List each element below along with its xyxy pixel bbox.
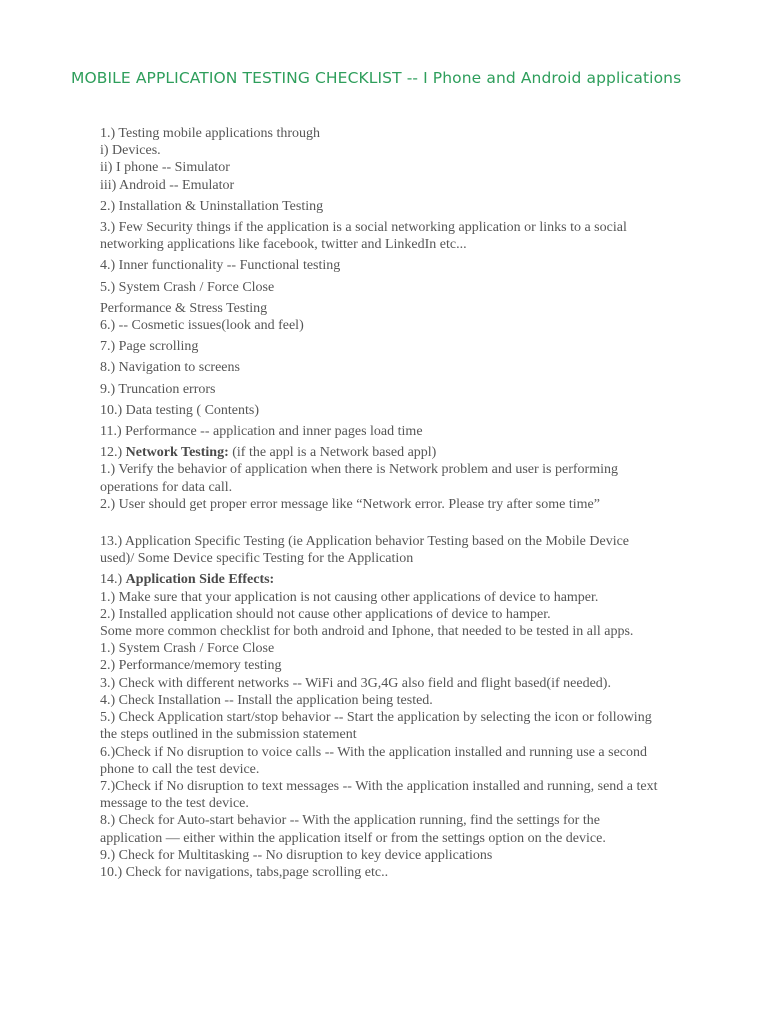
document-title: MOBILE APPLICATION TESTING CHECKLIST -- I Phone and Android applications (71, 69, 682, 87)
checklist-line: Performance & Stress Testing (100, 300, 268, 316)
checklist-line: 1.) Testing mobile applications through (100, 126, 321, 141)
checklist-line: 4.) Check Installation -- Install the application being tested. (100, 692, 433, 708)
bold-label: Network Testing: (125, 445, 229, 461)
checklist-line: 13.) Application Specific Testing (ie Application behavior Testing based on the Mobile Device used)/ Some Device specific Testing for the Application (100, 534, 630, 567)
checklist-line: 8.) Navigation to screens (100, 360, 240, 376)
checklist-line: 9.) Check for Multitasking -- No disruption to key device applications (100, 847, 493, 863)
checklist-line: 3.) Few Security things if the application is a social networking application or links to a social networking applications like facebook, twitter and LinkedIn etc... (100, 220, 627, 253)
checklist-line: 4.) Inner functionality -- Functional testing (100, 258, 341, 274)
network-testing-heading: 12.) Network Testing: (if the appl is a Network based appl) (100, 445, 437, 461)
checklist-line: 2.) User should get proper error message like “Network error. Please try after some time” (100, 496, 600, 512)
checklist-line: 7.) Page scrolling (100, 339, 199, 355)
checklist-line: 1.) Make sure that your application is not causing other applications of device to hamper. (100, 589, 599, 605)
checklist-line: 3.) Check with different networks -- WiFi and 3G,4G also field and flight based(if needed). (100, 675, 611, 691)
checklist-line: 9.) Truncation errors (100, 381, 216, 397)
checklist-line: 2.) Installation & Uninstallation Testing (100, 198, 324, 214)
checklist-line: 8.) Check for Auto-start behavior -- With the application running, find the settings for the application — either within the application itself or from the settings option on the device. (100, 813, 606, 846)
checklist-line: 5.) Check Application start/stop behavior -- Start the application by selecting the icon or following the steps outlined in the submission statement (100, 710, 652, 743)
bold-label: Application Side Effects: (125, 572, 275, 588)
checklist-line: 1.) System Crash / Force Close (100, 641, 275, 657)
checklist-line: 5.) System Crash / Force Close (100, 279, 275, 295)
checklist-line: 11.) Performance -- application and inner pages load time (100, 424, 423, 440)
checklist-line: 2.) Performance/memory testing (100, 658, 282, 674)
checklist-line: ii) I phone -- Simulator (100, 160, 230, 176)
checklist-line: i) Devices. (100, 143, 161, 159)
checklist-body (100, 125, 660, 881)
checklist-line: 2.) Installed application should not cause other applications of device to hamper. (100, 606, 551, 622)
checklist-line: Some more common checklist for both android and Iphone, that needed to be tested in all apps. (100, 624, 634, 640)
checklist-line: 10.) Check for navigations, tabs,page scrolling etc.. (100, 864, 389, 880)
checklist-line: 6.)Check if No disruption to voice calls -- With the application installed and running use a second phone to call the test device. (100, 744, 647, 777)
checklist-line: 6.) -- Cosmetic issues(look and feel) (100, 318, 304, 334)
checklist-line: 7.)Check if No disruption to text messages -- With the application installed and running, send a text message to the test device. (100, 778, 658, 812)
side-effects-heading: 14.) Application Side Effects: (100, 572, 275, 588)
checklist-line: 10.) Data testing ( Contents) (100, 402, 260, 418)
checklist-line: 1.) Verify the behavior of application when there is Network problem and user is performing operations for data call. (100, 462, 618, 495)
checklist-line: iii) Android -- Emulator (100, 177, 235, 193)
